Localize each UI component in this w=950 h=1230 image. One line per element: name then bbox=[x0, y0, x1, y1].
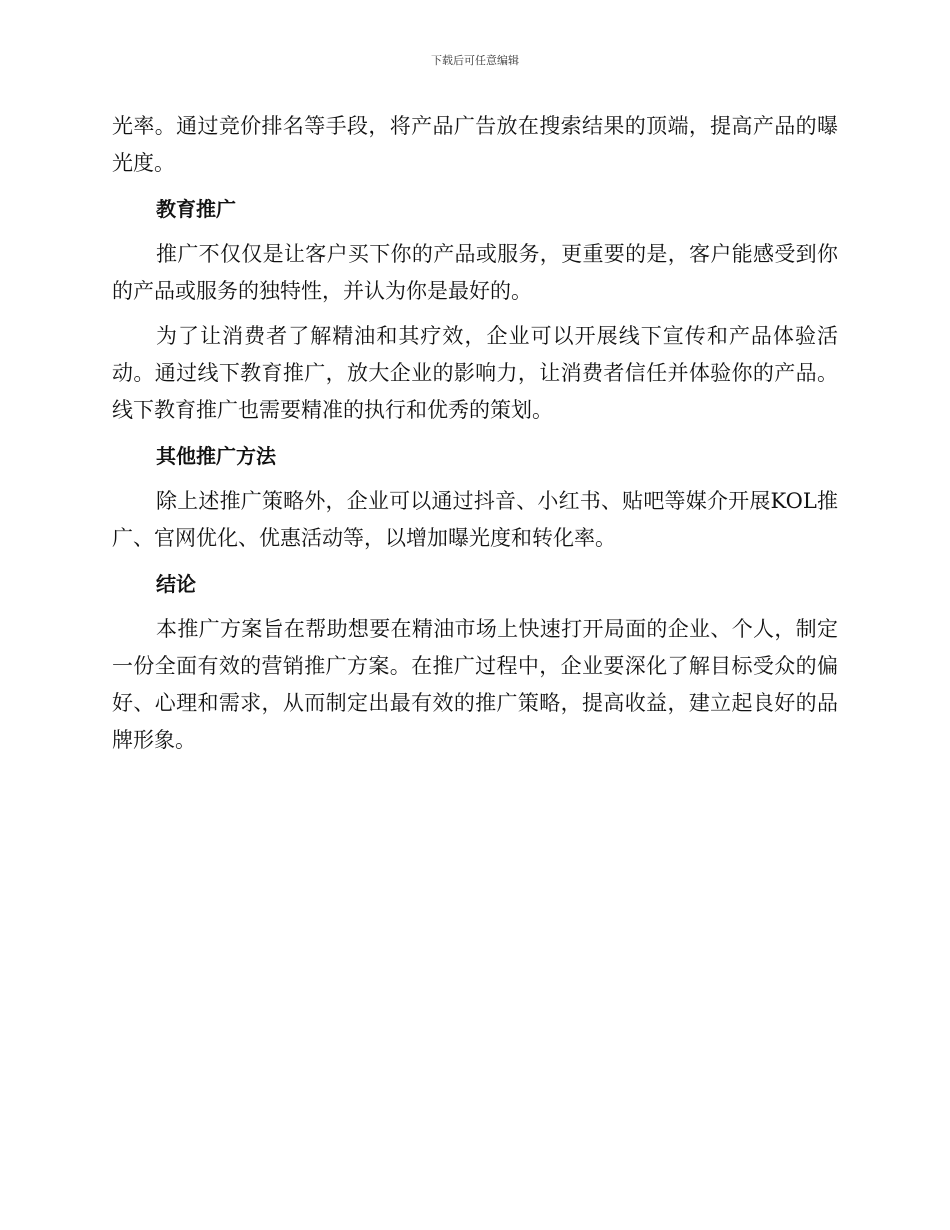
paragraph-conclusion: 本推广方案旨在帮助想要在精油市场上快速打开局面的企业、个人，制定一份全面有效的营销推广方案。在推广过程中，企业要深化了解目标受众的偏好、心理和需求，从而制定出最有效的推广策略，提高收益，建立起良好的品牌形象。 bbox=[112, 617, 838, 752]
paragraph-offline-education: 为了让消费者了解精油和其疗效，企业可以开展线下宣传和产品体验活动。通过线下教育推广，放大企业的影响力，让消费者信任并体验你的产品。线下教育推广也需要精准的执行和优秀的策划。 bbox=[112, 324, 838, 422]
page-header: 下载后可任意编辑 bbox=[431, 54, 519, 67]
document-body bbox=[112, 108, 838, 759]
heading-other-methods: 其他推广方法 bbox=[156, 444, 276, 468]
paragraph-promotion-value: 推广不仅仅是让客户买下你的产品或服务，更重要的是，客户能感受到你的产品或服务的独特性，并认为你是最好的。 bbox=[112, 242, 838, 303]
heading-education-promotion: 教育推广 bbox=[156, 197, 236, 221]
paragraph-other-methods: 除上述推广策略外，企业可以通过抖音、小红书、贴吧等媒介开展KOL推广、官网优化、优惠活动等，以增加曝光度和转化率。 bbox=[112, 489, 838, 550]
paragraph-exposure: 光率。通过竞价排名等手段，将产品广告放在搜索结果的顶端，提高产品的曝光度。 bbox=[112, 114, 838, 175]
heading-conclusion: 结论 bbox=[156, 572, 196, 596]
